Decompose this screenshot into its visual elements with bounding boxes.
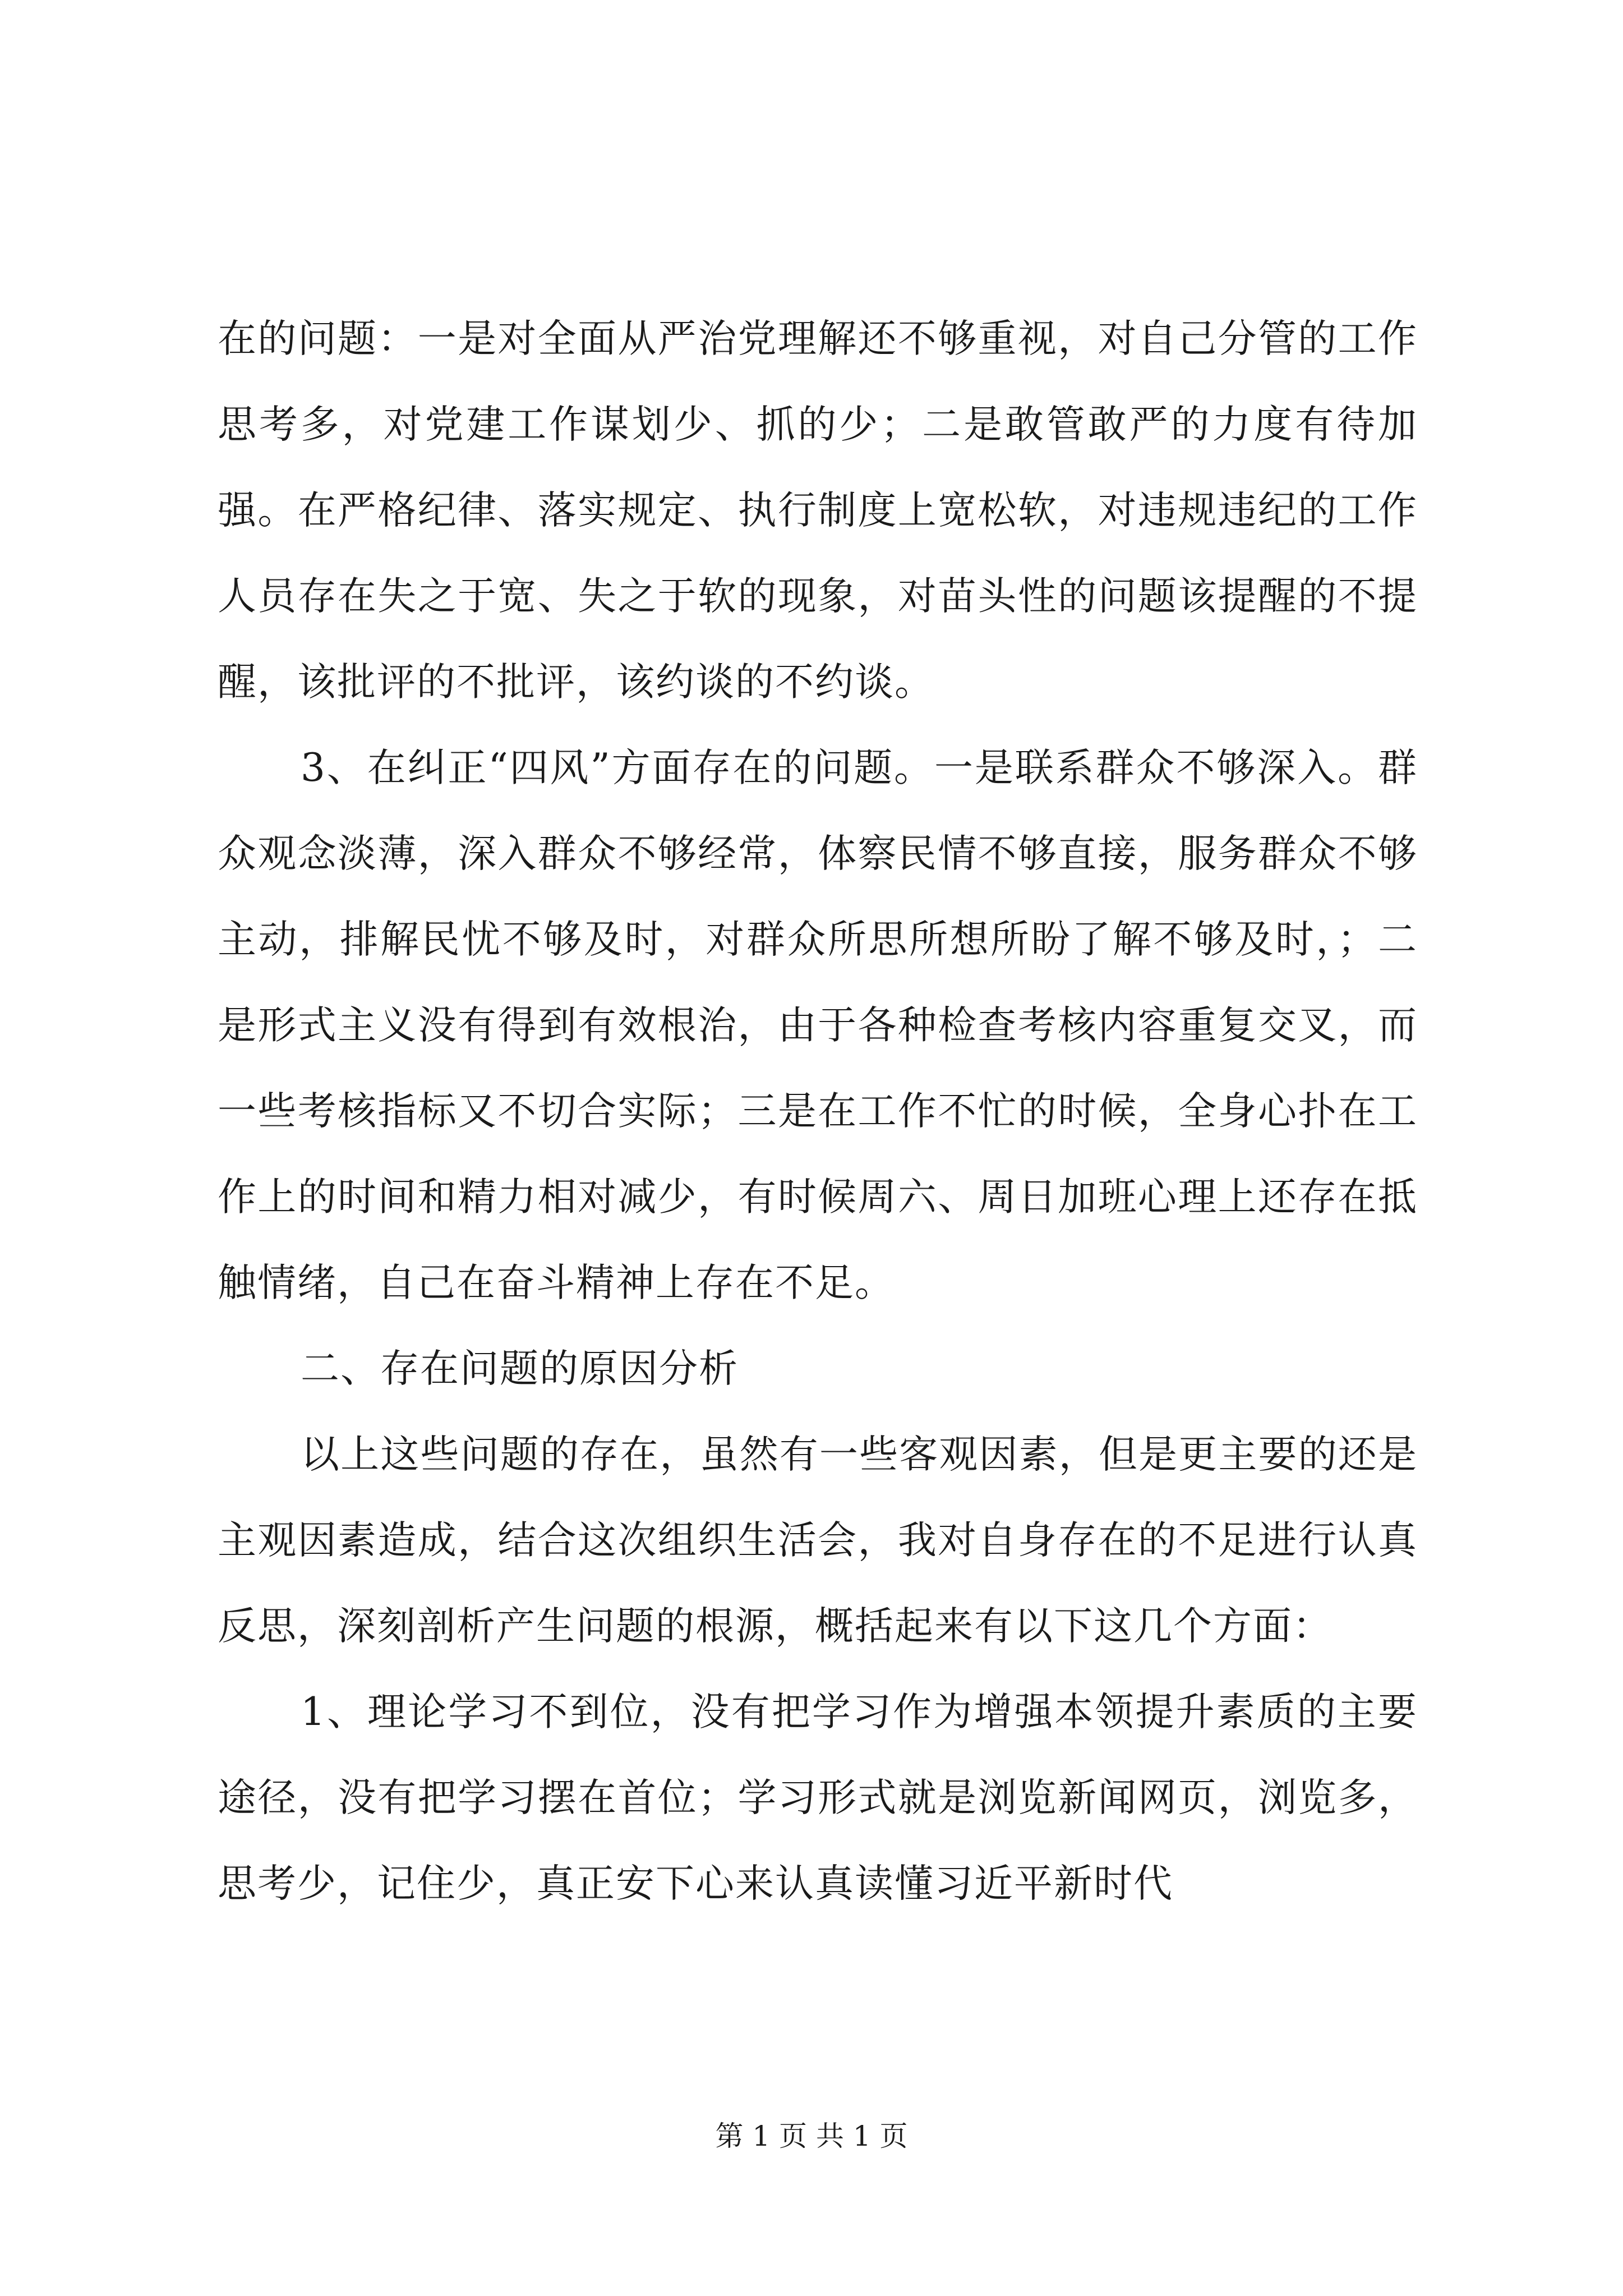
paragraph-four-winds: 3、在纠正“四风”方面存在的问题。一是联系群众不够深入。群众观念淡薄，深入群众不够经常，体察民情不够直接，服务群众不够主动，排解民忧不够及时，对群众所思所想所盼了解不够及时，；二是形式主义没有得到有效根治，由于各种检查考核内容重复交叉，而一些考核指标又不切合实际；三是在工作不忙的时候，全身心扑在工作上的时间和精力相对减少，有时候周六、周日加班心理上还存在抵触情绪，自己在奋斗精神上存在不足。 (218, 746, 1418, 1305)
page-footer: 第 1 页 共 1 页 (715, 2120, 908, 2152)
paragraph-cause-intro: 以上这些问题的存在，虽然有一些客观因素，但是更主要的还是主观因素造成，结合这次组织生活会，我对自身存在的不足进行认真反思，深刻剖析产生问题的根源，概括起来有以下这几个方面： (218, 1432, 1418, 1649)
paragraph-continued: 在的问题：一是对全面从严治党理解还不够重视，对自己分管的工作思考多，对党建工作谋划少、抓的少；二是敢管敢严的力度有待加强。在严格纪律、落实规定、执行制度上宽松软，对违规违纪的工作人员存在失之于宽、失之于软的现象，对苗头性的问题该提醒的不提醒，该批评的不批评，该约谈的不约谈。 (218, 316, 1418, 705)
section-heading-cause-analysis: 二、存在问题的原因分析 (301, 1346, 739, 1391)
paragraph-cause-1: 1、理论学习不到位，没有把学习作为增强本领提升素质的主要途径，没有把学习摆在首位；学习形式就是浏览新闻网页，浏览多，思考少，记住少，真正安下心来认真读懂习近平新时代 (218, 1690, 1418, 1906)
body-text (218, 296, 1418, 1927)
